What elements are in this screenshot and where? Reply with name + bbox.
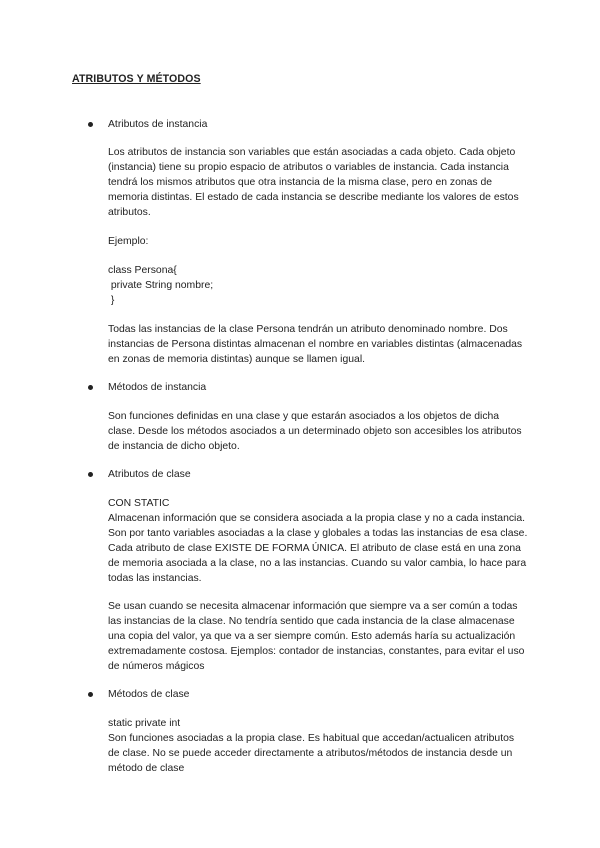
code-line: class Persona{ (108, 265, 177, 276)
page-title: ATRIBUTOS Y MÉTODOS (72, 73, 201, 85)
example-label: Ejemplo: (108, 236, 149, 247)
paragraph: Almacenan información que se considera asociada a la propia clase y no a cada instancia. Son por tanto variables asociadas a la clase y globales a todas las instancias de esa clase. Cada atributo de clase EXISTE DE FORMA ÚNICA. El atributo de clase está en una zona de memoria asociada a la clase, no a las instancias. Cuando su valor cambia, lo hace para todas las instancias. (108, 513, 528, 584)
paragraph: Son funciones asociadas a la propia clase. Es habitual que accedan/actualicen atributos de clase. No se puede acceder directamente a atributos/métodos de instancia desde un método de clase (108, 733, 515, 774)
bullet-icon (88, 472, 93, 477)
paragraph: Se usan cuando se necesita almacenar información que siempre va a ser común a todas las instancias de la clase. No tendría sentido que cada instancia de la clase almacenase una copia del valor, ya que va a ser siempre común. Esto además haría su actualización extremadamente costosa. Ejemplos: contador de instancias, constantes, para evitar el uso de números mágicos (108, 601, 525, 672)
bullet-icon (88, 122, 93, 127)
bullet-icon (88, 385, 93, 390)
code-example (108, 263, 528, 308)
paragraph: Todas las instancias de la clase Persona tendrán un atributo denominado nombre. Dos instancias de Persona distintas almacenan el nombre en variables distintas (almacenadas en zonas de memoria distintas) aunque se llamen igual. (108, 324, 523, 365)
bullet-icon (88, 692, 93, 697)
paragraph: Son funciones definidas en una clase y que estarán asociados a los objetos de dicha clase. Desde los métodos asociados a un determinado objeto son accesibles los atributos de instancia de dicho objeto. (108, 411, 522, 452)
document-page: ATRIBUTOS Y MÉTODOS Atributos de instancia Los atributos de instancia son variables que están asociadas a cada objeto. Cada objeto (instancia) tiene su propio espacio de atributos o variables de instancia. Cada instancia tendrá los mismos atributos que otra instancia de la misma clase, pero en zonas de memoria distintas. El estado de cada instancia se describe mediante los valores de estos atributos. Ejemplo: class Persona{ private String nombre; } Todas las instancias de la clase Persona tendrán un atributo denominado nombre. Dos instancias de Persona distintas almacenan el nombre en variables distintas (almacenadas en zonas de memoria distintas) aunque se llamen igual. Métodos de instancia Son funciones definidas en una clase y que estarán asociados a los objetos de dicha clase. Desde los métodos asociados a un determinado objeto son accesibles los atributos de instancia de dicho objeto. Atributos de clase CON STATIC Almacenan información que se considera asociada a la propia clase y no a cada instancia. Son por tanto variables asociadas a la clase y globales a todas las instancias de esa clase. Cada atributo de clase EXISTE DE FORMA ÚNICA. El atributo de clase está en una zona de memoria asociada a la clase, no a las instancias. Cuando su valor cambia, lo hace para todas las instancias. Se usan cuando se necesita almacenar información que siempre va a ser común a todas las instancias de la clase. No tendría sentido que cada instancia de la clase almacenase una copia del valor, ya que va a ser siempre común. Esto además haría su actualización extremadamente costosa. Ejemplos: contador de instancias, constantes, para evitar el uso de números mágicos Métodos de clase static private int Son funciones asociadas a la propia clase. Es habitual que accedan/actualicen atributos de clase. No se puede acceder directamente a atributos/métodos de instancia desde un método de clase (72, 73, 528, 774)
keyword-line: CON STATIC (108, 498, 170, 509)
code-line: private String nombre; (108, 280, 214, 291)
code-line: } (108, 295, 115, 306)
paragraph: Los atributos de instancia son variables que están asociadas a cada objeto. Cada objeto (instancia) tiene su propio espacio de atributos o variables de instancia. Cada instancia tendrá los mismos atributos que otra instancia de la misma clase, pero en zonas de memoria distintas. El estado de cada instancia se describe mediante los valores de estos atributos. (108, 147, 519, 218)
keyword-line: static private int (108, 718, 181, 729)
